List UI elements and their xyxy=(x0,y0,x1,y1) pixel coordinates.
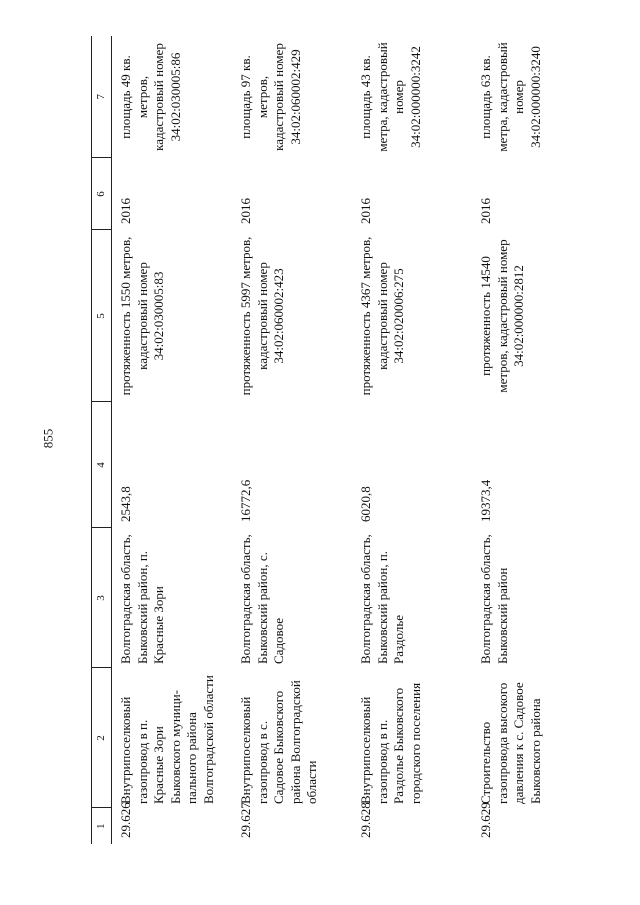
rotated-table-container xyxy=(91,36,614,844)
object-location: Волгоградская область, Быковский район, п. Красные Зори xyxy=(118,534,166,664)
object-year: 2016 xyxy=(478,198,493,224)
object-length: протяженность 14540 метров, кадастровый номер 34:02:000000:2812 xyxy=(478,239,526,393)
table-row xyxy=(112,36,233,844)
row-number: 29.626 xyxy=(118,802,133,838)
column-header: 3 xyxy=(91,528,112,668)
page-number: 855 xyxy=(40,428,56,449)
column-header: 7 xyxy=(91,36,112,158)
object-area: площадь 49 кв. метров, кадастровый номер 34:02:030005:86 xyxy=(118,43,183,151)
object-year: 2016 xyxy=(358,198,373,224)
column-header: 1 xyxy=(91,808,112,844)
column-header: 5 xyxy=(91,230,112,402)
registry-table xyxy=(91,36,592,844)
object-length: протяженность 5997 метров, кадастровый номер 34:02:060002:423 xyxy=(238,236,286,396)
row-number: 29.628 xyxy=(358,802,373,838)
object-location: Волгоградская область, Быковский район, с. Садовое xyxy=(238,534,286,664)
object-cost: 16772,6 xyxy=(238,479,253,522)
header-row xyxy=(91,36,112,844)
header-bottom-rule xyxy=(111,36,112,844)
object-location: Волгоградская область, Быковский район xyxy=(478,534,510,664)
object-length: протяженность 1550 метров, кадастровый номер 34:02:030005:83 xyxy=(118,236,166,396)
object-cost: 19373,4 xyxy=(478,479,493,522)
object-year: 2016 xyxy=(118,198,133,224)
object-name: Внутрипоселковый газопровод в п. Раздолье Быковского городского поселения xyxy=(358,682,423,804)
column-header: 6 xyxy=(91,158,112,230)
object-name: Внутрипоселковый газопровод в п. Красные Зори Быковского муници-пального района Волгоградской области xyxy=(118,675,216,804)
object-cost: 2543,8 xyxy=(118,486,133,522)
object-length: протяженность 4367 метров, кадастровый номер 34:02:020006:275 xyxy=(358,236,406,396)
table-row xyxy=(232,36,352,844)
row-number: 29.627 xyxy=(238,802,253,838)
row-number: 29.629 xyxy=(478,802,493,838)
table-top-rule xyxy=(91,36,92,844)
object-location: Волгоградская область, Быковский район, п. Раздолье xyxy=(358,534,406,664)
object-cost: 6020,8 xyxy=(358,486,373,522)
table-row xyxy=(352,36,472,844)
object-area: площадь 63 кв. метра, кадастровый номер 34:02:000000:3240 xyxy=(478,42,543,152)
object-name: Строительство газопровода высокого давления к с. Садовое Быковского района xyxy=(478,682,543,804)
object-name: Внутрипоселковый газопровод в с. Садовое Быковского района Волгоградской области xyxy=(238,680,319,804)
column-header: 2 xyxy=(91,668,112,808)
object-year: 2016 xyxy=(238,198,253,224)
object-area: площадь 97 кв. метров, кадастровый номер 34:02:060002:429 xyxy=(238,43,303,151)
table-row xyxy=(472,36,592,844)
column-header: 4 xyxy=(91,402,112,528)
object-area: площадь 43 кв. метра, кадастровый номер 34:02:000000:3242 xyxy=(358,42,423,152)
